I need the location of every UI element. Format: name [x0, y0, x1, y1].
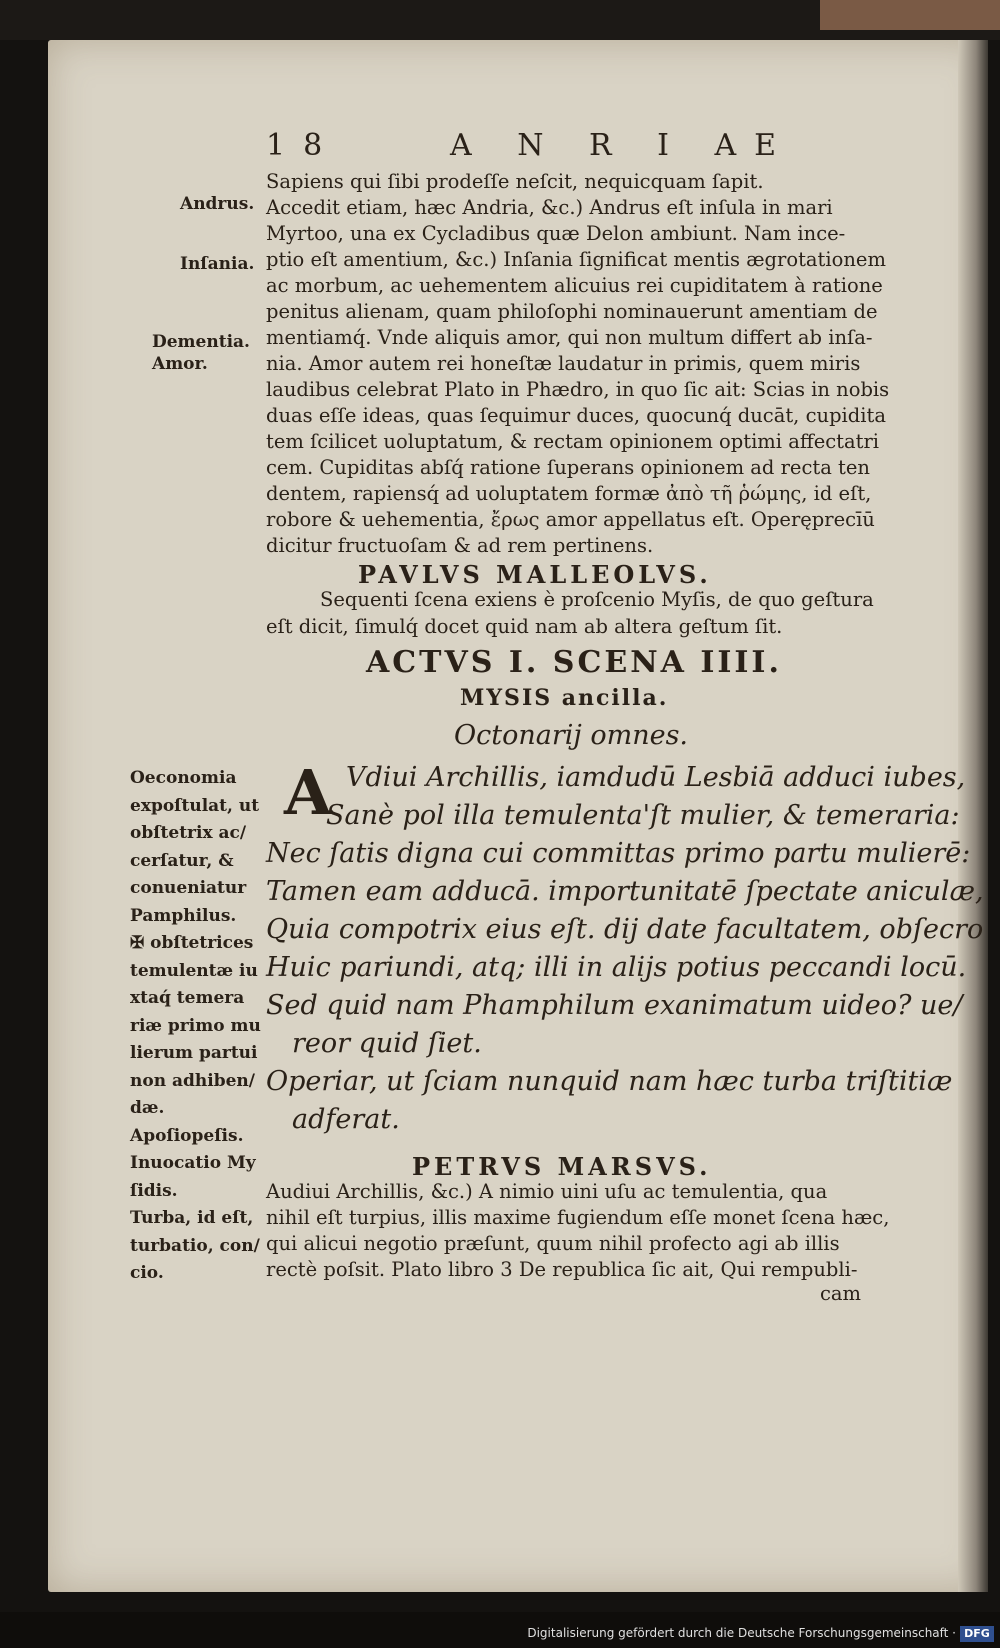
page-edge: [958, 40, 988, 1592]
margin-note: Inſania.: [180, 254, 255, 274]
scan-top-border: [0, 0, 1000, 40]
verse-line: Operiar, ut ſciam nunquid nam hæc turba triſtitiæ: [266, 1066, 953, 1097]
margin-note: Amor.: [152, 354, 208, 374]
margin-note: Pamphilus.: [130, 905, 237, 926]
commentary-line: qui alicui negotio præſunt, quum nihil profecto agi ab illis: [266, 1232, 840, 1255]
commentary-line: ptio eſt amentium, &c.) Inſania ſignificat mentis ægrotationem: [266, 248, 886, 271]
margin-note: non adhiben/: [130, 1070, 255, 1091]
verse-line: Sed quid nam Phamphilum exanimatum uideo? ue/: [266, 990, 963, 1021]
page-number: 18: [266, 128, 341, 163]
commentary-line: dicitur fructuoſam & ad rem pertinens.: [266, 534, 654, 557]
verse-line: adferat.: [292, 1104, 400, 1135]
commentary-line: mentiamq́. Vnde aliquis amor, qui non multum differt ab inſa-: [266, 326, 873, 349]
commentary-line: nia. Amor autem rei honeſtæ laudatur in primis, quem miris: [266, 352, 861, 375]
speaker-heading: MYSIS ancilla.: [460, 685, 669, 711]
author-heading-1: PAVLVS MALLEOLVS.: [358, 560, 712, 589]
verse-line: Tamen eam adducā. importunitatē ſpectate aniculæ,: [266, 876, 984, 907]
margin-note: Inuocatio My: [130, 1153, 256, 1173]
intro-line-1: Sequenti ſcena exiens è proſcenio Myſis, de quo geſtura: [320, 588, 874, 611]
verse-line: Vdiui Archillis, iamdudū Lesbiā adduci iubes,: [346, 762, 966, 793]
intro-line-2: eſt dicit, ſimulq́ docet quid nam ab altera geſtum ſit.: [266, 615, 783, 638]
margin-note: ſidis.: [130, 1180, 178, 1201]
margin-note: turbatio, con/: [130, 1235, 260, 1256]
commentary-line: nihil eſt turpius, illis maxime fugiendum eſſe monet ſcena hæc,: [266, 1206, 890, 1229]
commentary-line: dentem, rapiensq́ ad uoluptatem formæ ἀπὸ τῆ ῥώμης, id eſt,: [266, 482, 872, 505]
commentary-line: penitus alienam, quam philoſophi nominauerunt amentiam de: [266, 300, 878, 323]
commentary-line: robore & uehementia, ἔρως amor appellatus eſt. Operęprecīū: [266, 508, 875, 531]
verse-line: Huic pariundi, atq; illi in alijs potius peccandi locū.: [266, 952, 967, 983]
margin-note: xtaq́ temera: [130, 988, 245, 1008]
commentary-line: tem ſcilicet uoluptatum, & rectam opinionem optimi affectatri: [266, 430, 880, 453]
margin-note: obſtetrix ac/: [130, 823, 247, 843]
digitization-footer: [0, 1612, 1000, 1648]
margin-note: Apoſiopeſis.: [130, 1125, 244, 1146]
margin-note: Andrus.: [180, 194, 255, 214]
author-heading-2: PETRVS MARSVS.: [412, 1152, 712, 1181]
margin-note: conueniatur: [130, 878, 247, 898]
margin-note: ✠ obſtetrices: [130, 933, 254, 953]
book-edge-tab: [820, 0, 1000, 30]
act-title: ACTVS I. SCENA IIII.: [366, 645, 782, 680]
commentary-line: Sapiens qui ſibi prodeſſe neſcit, nequicquam ſapit.: [266, 170, 764, 193]
commentary-line: Audiui Archillis, &c.) A nimio uini uſu ac temulentia, qua: [266, 1180, 828, 1203]
commentary-line: Myrtoo, una ex Cycladibus quæ Delon ambiunt. Nam ince-: [266, 222, 846, 245]
margin-note: cio.: [130, 1263, 164, 1283]
commentary-line: laudibus celebrat Plato in Phædro, in quo ſic ait: Scias in nobis: [266, 378, 890, 401]
funding-credit: Digitalisierung gefördert durch die Deutsche Forschungsgemeinschaft ·: [527, 1626, 956, 1640]
drop-cap: A: [284, 756, 333, 829]
meter-note: Octonarij omnes.: [454, 720, 689, 751]
commentary-line: duas eſſe ideas, quas ſequimur duces, quocunq́ ducāt, cupidita: [266, 404, 886, 427]
margin-note: dæ.: [130, 1098, 165, 1118]
margin-note: expoſtulat, ut: [130, 795, 260, 816]
commentary-line: ac morbum, ac uehementem alicuius rei cupiditatem à ratione: [266, 274, 883, 297]
verse-line: Sanè pol illa temulenta'ſt mulier, & temeraria:: [326, 800, 960, 831]
running-head: A N R I AE: [450, 128, 795, 163]
book-page: [48, 40, 988, 1592]
commentary-line: rectè poſsit. Plato libro 3 De republica ſic ait, Qui rempubli-: [266, 1258, 858, 1281]
margin-note: Turba, id eſt,: [130, 1208, 254, 1228]
margin-note: Dementia.: [152, 332, 250, 352]
verse-line: Quia compotrix eius eſt. dij date facultatem, obſecro: [266, 914, 984, 945]
margin-note: temulentæ iu: [130, 960, 258, 981]
dfg-logo: DFG: [960, 1626, 994, 1642]
margin-note: riæ primo mu: [130, 1015, 261, 1036]
commentary-line: cem. Cupiditas abſq́ ratione ſuperans opinionem ad recta ten: [266, 456, 870, 479]
margin-note: lierum partui: [130, 1043, 258, 1063]
catchword: cam: [820, 1282, 862, 1305]
verse-line: reor quid ſiet.: [292, 1028, 482, 1059]
verse-line: Nec ſatis digna cui committas primo partu mulierē:: [266, 838, 971, 869]
commentary-line: Accedit etiam, hæc Andria, &c.) Andrus eſt inſula in mari: [266, 196, 833, 219]
margin-note: cerſatur, &: [130, 850, 234, 871]
margin-note: Oeconomia: [130, 768, 237, 788]
